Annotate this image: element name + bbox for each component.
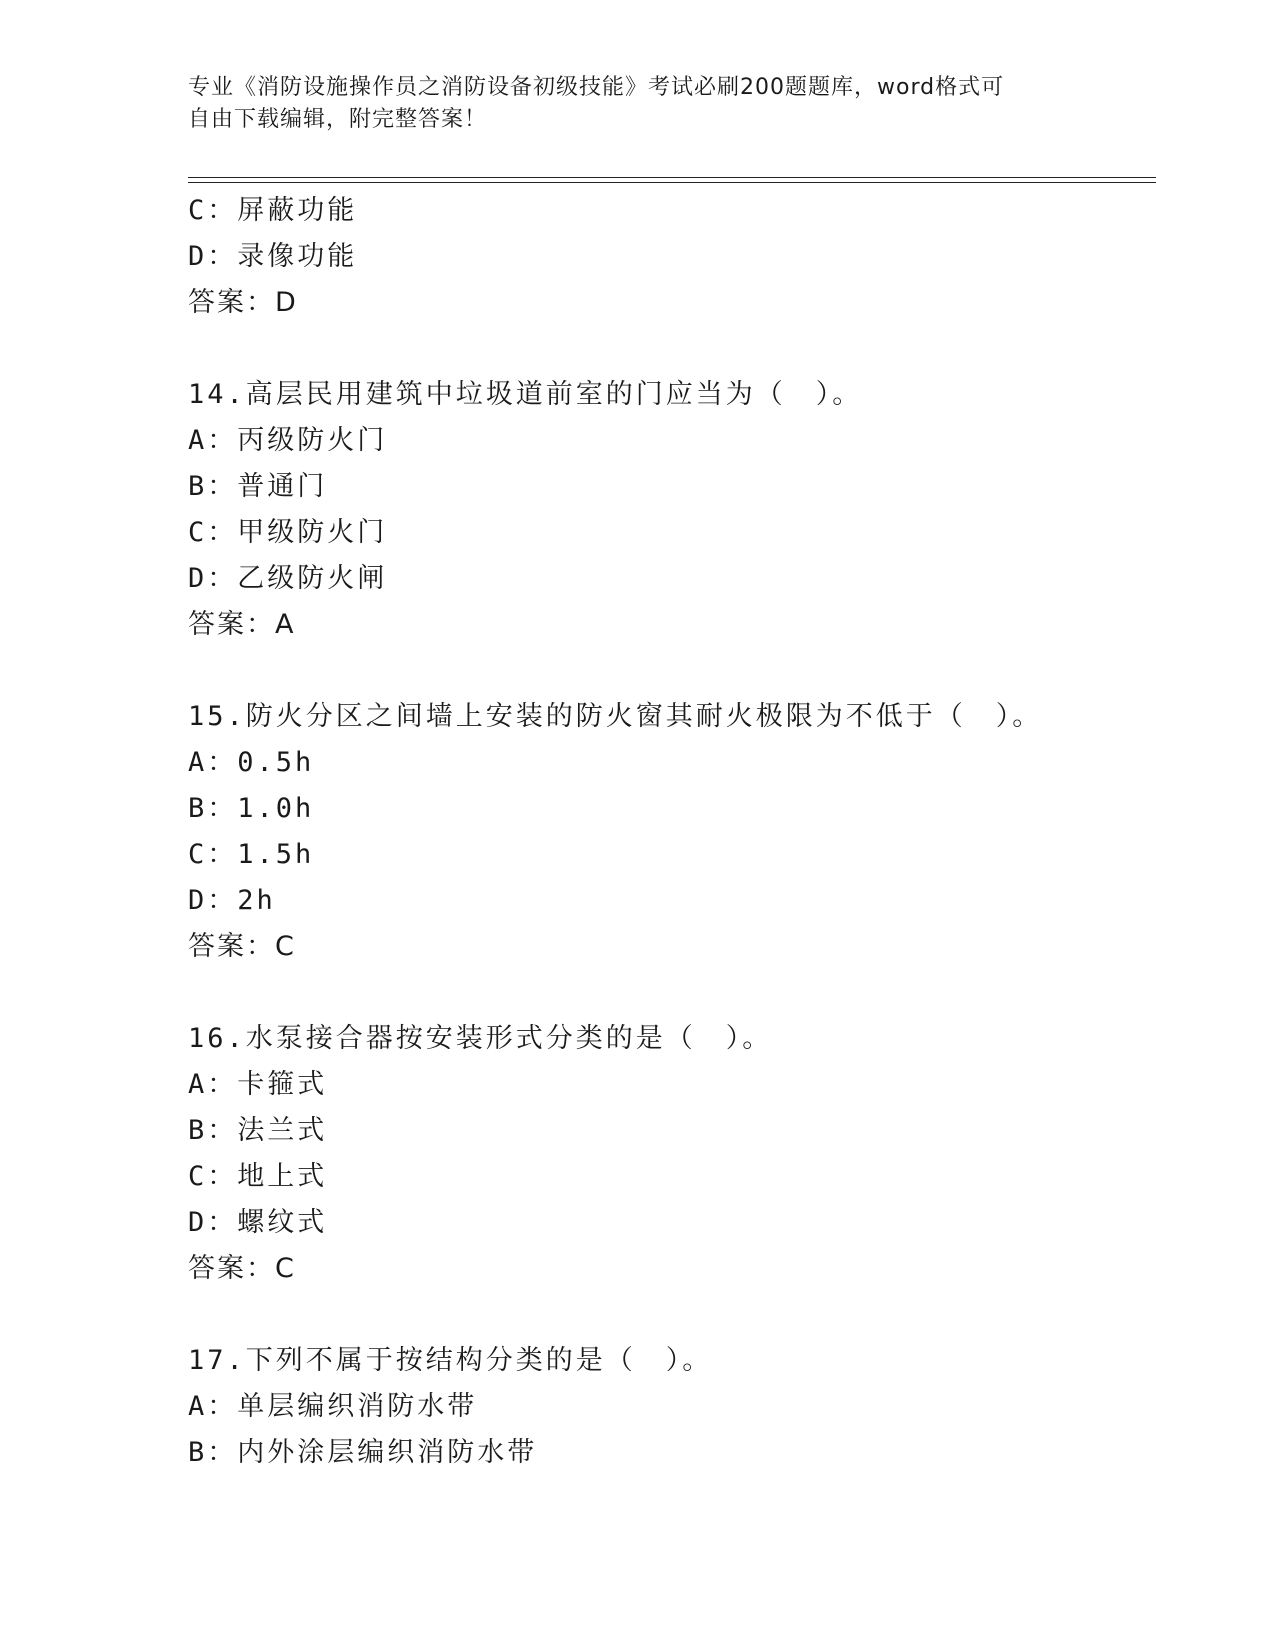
option-c: C：地上式 <box>188 1161 328 1192</box>
answer: 答案：A <box>188 609 296 640</box>
header-line-1: 专业《消防设施操作员之消防设备初级技能》考试必刷200题题库，word格式可 <box>188 75 1005 100</box>
option-a: A：丙级防火门 <box>188 425 388 456</box>
option-b: B：1.0h <box>188 793 315 824</box>
question-14 <box>188 372 1148 648</box>
question-text: 17.下列不属于按结构分类的是（ ）。 <box>188 1345 713 1376</box>
question-13-partial <box>188 188 1148 326</box>
answer: 答案：D <box>188 287 298 318</box>
document-header <box>188 72 1088 136</box>
question-16 <box>188 1016 1148 1292</box>
option-b: B：内外涂层编织消防水带 <box>188 1437 538 1468</box>
header-line-2: 自由下载编辑，附完整答案！ <box>188 107 488 132</box>
option-c: C：甲级防火门 <box>188 517 388 548</box>
option-a: A：单层编织消防水带 <box>188 1391 478 1422</box>
option-a: A：0.5h <box>188 747 315 778</box>
question-text: 15.防火分区之间墙上安装的防火窗其耐火极限为不低于（ ）。 <box>188 701 1043 732</box>
header-rule-bottom <box>188 182 1156 183</box>
option-c: C：屏蔽功能 <box>188 195 358 226</box>
header-rule-top <box>188 177 1156 178</box>
option-d: D：录像功能 <box>188 241 358 272</box>
option-a: A：卡箍式 <box>188 1069 328 1100</box>
answer: 答案：C <box>188 931 296 962</box>
option-b: B：法兰式 <box>188 1115 328 1146</box>
option-d: D：螺纹式 <box>188 1207 328 1238</box>
question-text: 14.高层民用建筑中垃圾道前室的门应当为（ ）。 <box>188 379 863 410</box>
option-c: C：1.5h <box>188 839 315 870</box>
option-d: D：2h <box>188 885 276 916</box>
question-list <box>188 188 1148 1476</box>
option-b: B：普通门 <box>188 471 328 502</box>
question-text: 16.水泵接合器按安装形式分类的是（ ）。 <box>188 1023 773 1054</box>
question-17 <box>188 1338 1148 1476</box>
question-15 <box>188 694 1148 970</box>
answer: 答案：C <box>188 1253 296 1284</box>
option-d: D：乙级防火闸 <box>188 563 388 594</box>
